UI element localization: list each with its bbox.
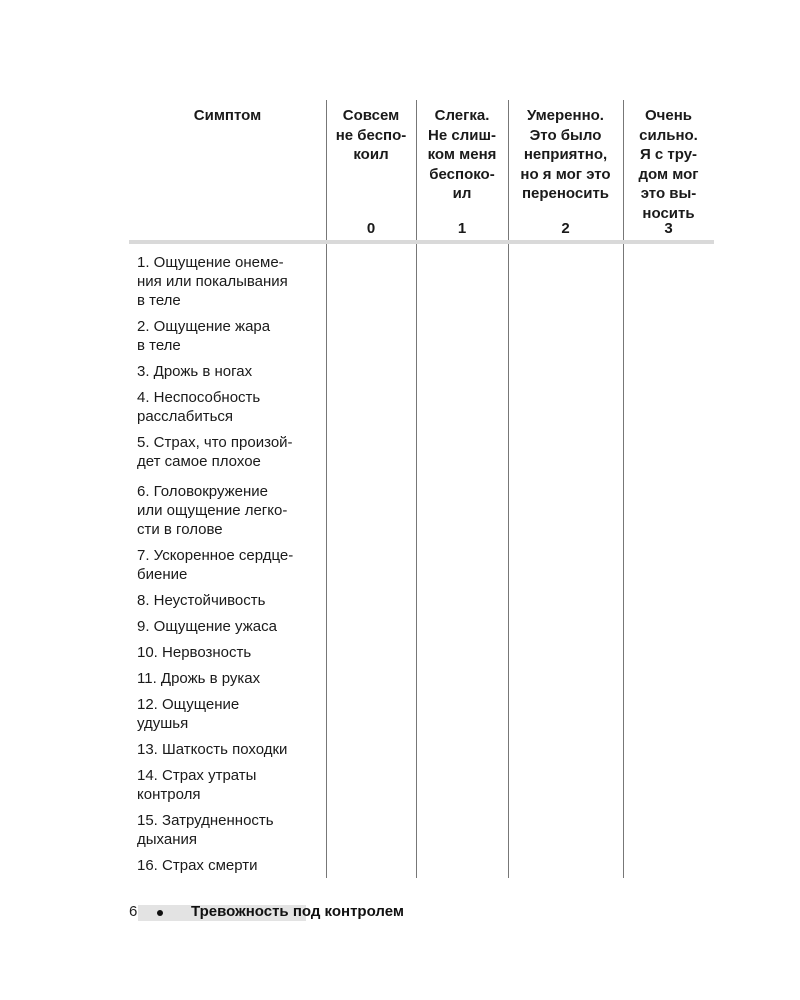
symptom-row: 5. Страх, что произой- дет самое плохое: [137, 434, 293, 470]
symptom-row: 12. Ощущение удушья: [137, 696, 240, 732]
header-separator: [129, 240, 714, 244]
symptom-table: [129, 100, 714, 878]
column-divider: [416, 100, 417, 878]
scale-header-2: Умеренно. Это было неприятно, но я мог это переносить: [520, 107, 611, 202]
symptom-list: [137, 246, 322, 875]
page-number: 6: [129, 903, 138, 920]
score-0: 0: [366, 220, 376, 237]
page-footer: [129, 903, 529, 923]
symptom-row: 13. Шаткость походки: [137, 741, 288, 758]
symptom-row: 11. Дрожь в руках: [137, 670, 261, 687]
column-divider: [326, 100, 327, 878]
symptom-row: 3. Дрожь в ногах: [137, 363, 253, 380]
symptom-row: 10. Нервозность: [137, 644, 252, 661]
symptom-row: 16. Страх смерти: [137, 857, 258, 874]
scale-header-1: Слегка. Не слиш- ком меня беспоко- ил: [427, 107, 497, 202]
scale-header-0: Совсем не беспо- коил: [335, 107, 407, 163]
score-3: 3: [664, 220, 673, 237]
score-1: 1: [457, 220, 467, 237]
symptom-header: Симптом: [193, 107, 262, 124]
symptom-row: 9. Ощущение ужаса: [137, 618, 277, 635]
score-2: 2: [561, 220, 570, 237]
symptom-row: 1. Ощущение онеме- ния или покалывания в теле: [137, 254, 288, 309]
book-title: Тревожность под контролем: [191, 903, 404, 920]
symptom-row: 15. Затрудненность дыхания: [137, 812, 274, 848]
scale-header-3: Очень сильно. Я с тру- дом мог это вы- носить: [638, 107, 699, 222]
symptom-row: 4. Неспособность расслабиться: [137, 389, 261, 425]
symptom-row: 7. Ускоренное сердце- биение: [137, 547, 294, 583]
symptom-row: 6. Головокружение или ощущение легко- сти в голове: [137, 483, 288, 538]
bullet-icon: [157, 910, 163, 916]
symptom-row: 8. Неустойчивость: [137, 592, 266, 609]
symptom-row: 14. Страх утраты контроля: [137, 767, 257, 803]
column-divider: [508, 100, 509, 878]
symptom-row: 2. Ощущение жара в теле: [137, 318, 271, 354]
